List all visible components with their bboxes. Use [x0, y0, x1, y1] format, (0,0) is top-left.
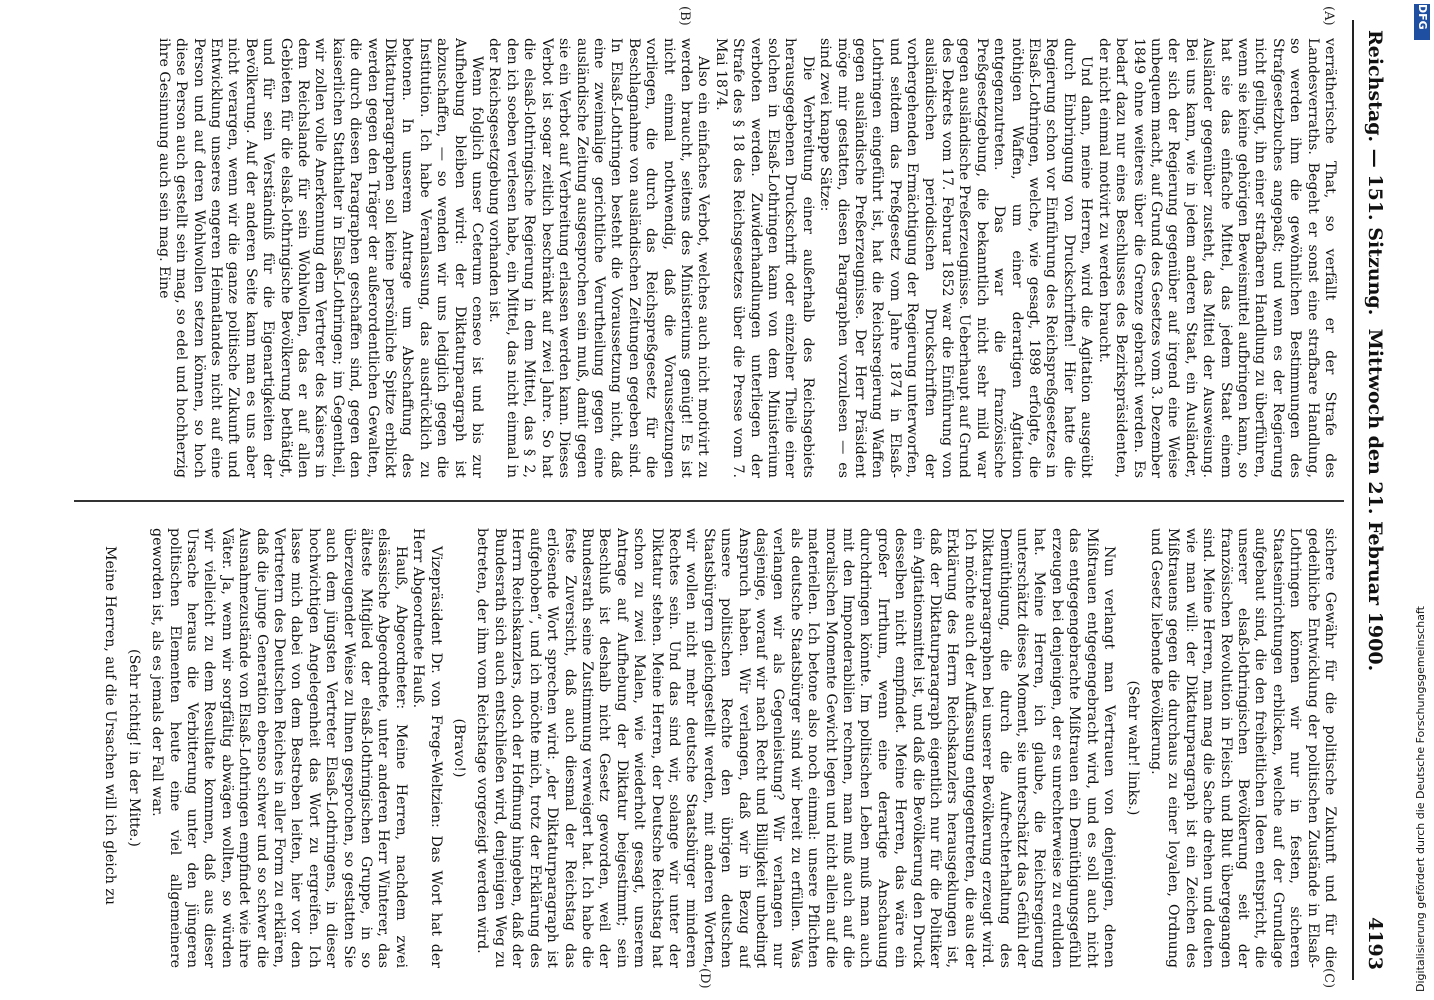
paragraph: Also ein einfaches Verbot, welches auch nicht motivirt zu werden braucht, seitens des Ministeriums genügt! Es ist nicht einmal nothwendig, daß die Voraussetzungen vorliegen, die durch das Reichspreßgesetz für die Beschlagnahme von ausländischen Zeitungen gegeben sind. In Elsaß-Lothringen besteht die Voraussetzung nicht, daß eine zweimalige gerichtliche Verurtheilung gegen eine ausländische Zeitung ausgesprochen sein muß, damit gegen sie ein Verbot auf Verbreitung erlassen werden kann. Dieses Verbot ist sogar zeitlich beschränkt auf zwei Jahre. So hat die elsaß-lothringische Regierung in dem Mittel, das § 2, den ich soeben verlesen habe, ein Mittel, das nicht einmal in der Reichsgesetzgebung vorhanden ist.: [486, 38, 712, 478]
digitization-credit: Digitalisierung gefördert durch die Deutsche Forschungsgemeinschaft: [1414, 606, 1427, 992]
paragraph: verrätherische That, so verfällt er der Strafe des Landesverraths. Begeht er sonst eine strafbare Handlung, so werden ihm die gewöhnlichen Bestimmungen des Strafgesetzbuches angepaßt; und wenn es der Regierung nicht gelingt, ihn einer strafbaren Handlung zu überführen, wenn sie keine gehörigen Beweismittel aufbringen kann, so hat sie das einfache Mittel, das jedem Staat einem Ausländer gegenüber zusteht, das Mittel der Ausweisung. Bei uns kann, wie in jedem anderen Staat, ein Ausländer, der sich der Regierung gegenüber auf irgend eine Weise unbequem macht, auf Grund des Gesetzes vom 3. Dezember 1849 ohne weiteres über die Grenze gebracht werden. Es bedarf dazu nur eines Beschlusses des Bezirkspräsidenten, der nicht einmal motivirt zu werden braucht.: [1095, 38, 1338, 478]
paragraph: Und dann, meine Herren, wird die Agitation ausgeübt durch Einbringung von Druckschriften! Hier hatte die Regierung schon vor Einführung des Reichspreßgesetzes in Elsaß-Lothringen, welche, wie gesagt, 1898 erfolgte, die nöthigen Waffen, um einer derartigen Agitation entgegenzutreten. Das war die französische Preßgesetzgebung, die bekanntlich nicht sehr mild war gegen ausländische Preßerzeugnisse. Ueberhaupt auf Grund des Dekrets vom 17. Februar 1852 war die Einführung von ausländischen periodischen Druckschriften der vorhergehenden Ermächtigung der Regierung unterworfen, und seitdem das Preßgesetz vom Jahre 1874 in Elsaß-Lothringen eingeführt ist, hat die Reichsregierung Waffen gegen ausländische Preßerzeugnisse. Der Herr Präsident möge mir gestatten, diesen Paragraphen vorzulesen — es sind zwei knappe Sätze:: [817, 38, 1095, 478]
interjection: (Sehr wahr! links.): [1124, 680, 1141, 816]
quoted-paragraph: Die Verbreitung einer außerhalb des Reichsgebiets herausgegebenen Druckschrift oder einzelner Theile einer solchen in Elsaß-Lothringen kann von dem Ministerium verboten werden. Zuwiderhandlungen unterliegen der Strafe des § 18 des Reichsgesetzes über die Presse vom 7. Mai 1874.: [712, 38, 816, 478]
paragraph: Meine Herren, auf die Ursachen will ich gleich zu: [102, 546, 119, 906]
interjection: (Sehr richtig! in der Mitte.): [125, 649, 142, 847]
paragraph: Wenn folglich unser Ceterum censeo ist und bis zur Aufhebung bleiben wird: der Diktaturparagraph ist abzuschaffen, — so wenden wir uns lediglich gegen die Institution. Ich habe Veranlassung, das ausdrücklich zu betonen. In unserem Antrage um Abschaffung des Diktaturparagraphen soll keine persönliche Spitze erblickt werden gegen den Träger der außerordentlichen Gewalten, die durch diesen Paragraphen geschaffen sind, gegen den kaiserlichen Statthalter in Elsaß-Lothringen; im Gegentheil, wir zollen volle Anerkennung dem Vertreter des Kaisers in dem Reichslande für sein Wohlwollen, das er auf allen Gebieten für die elsaß-lothringische Bevölkerung bethätigt, und für sein Verständniß für die Eigenartigkeiten der Bevölkerung. Auf der anderen Seite kann man es uns aber nicht verargen, wenn wir die ganze politische Zukunft und Entwicklung unseres engeren Heimatlandes nicht auf eine Person und auf deren Wohlwollen setzen können, so hoch diese Person auch gestellt sein mag, so edel und hochherzig ihre Gesinnung auch sein mag. Eine: [155, 38, 486, 478]
header-page-number: 4193: [1364, 917, 1386, 970]
dfg-logo: DFG: [1414, 4, 1430, 40]
column-divider: [74, 500, 1344, 502]
header-session: Reichstag. — 151. Sitzung.: [1364, 30, 1386, 316]
speaker-paragraph: Hauß, Abgeordneter: Meine Herren, nachdem zwei elsässische Abgeordnete, unter anderen Herr Winterer, das älteste Mitglied der elsaß-lothringischen Gruppe, in so überzeugender Weise zu Ihnen gesprochen, so gestatten Sie auch dem jüngsten Vertreter Elsaß-Lothringens, in dieser hochwichtigen Angelegenheit das Wort zu ergreifen. Ich lasse mich dabei von dem Bestreben leiten, hier vor den Vertretern des Deutschen Reiches in aller Form zu erklären, daß die junge Generation ebenso schwer und so schwer die Ausnahmezustände von Elsaß-Lothringen empfindet wie ihre Väter. Ja, wenn wir sorgfältig abwägen wollten, so würden wir vielleicht zu dem Resultate kommen, daß aus dieser Ursache heraus die Verbitterung unter den jüngeren politischen Elementen heute eine viel allgemeinere geworden ist, als es jemals der Fall war.: [149, 528, 409, 968]
margin-mark-a: (A): [1321, 6, 1336, 26]
margin-mark-b: (B): [677, 6, 692, 26]
rotated-newspaper-page: [52, 0, 1412, 1000]
margin-mark-d: (D): [697, 968, 712, 989]
margin-mark-c: (C): [1321, 968, 1336, 989]
speaker-paragraph: Vizepräsident Dr. von Frege-Weltzien: Das Wort hat der Herr Abgeordnete Hauß.: [410, 528, 444, 968]
paragraph: Nun verlangt man Vertrauen von denjenigen, denen Mißtrauen entgegengebracht wird, und es soll auch nicht das entgegengebrachte Mißtrauen ein Demüthigungsgefühl erzeugen bei denjenigen, der es unrechterweise zu erdulden hat. Meine Herren, ich glaube, die Reichsregierung unterschätzt dieses Moment, sie unterschätzt das Gefühl der Demüthigung, die durch die Aufrechterhaltung des Diktaturparagraphen bei unserer Bevölkerung erzeugt wird. Ich möchte auch der Auffassung entgegentreten, die aus der Erklärung des Herrn Reichskanzlers herausgeklungen ist, daß der Diktaturparagraph eigentlich nur für die Politiker ein Agitationsmittel ist, und daß die Bevölkerung den Druck desselben nicht empfindet. Meine Herren, das wäre ein großer Irrthum, wenn eine derartige Anschauung durchdringen könnte. Im politischen Leben muß man auch mit den Imponderabilien rechnen, man muß auch auf die moralischen Momente Gewicht legen und nicht allein auf die materiellen. Ich betone also noch einmal: unsere Pflichten als deutsche Staatsbürger sind wir bereit zu erfüllen. Was verlangen wir als Gegenleistung? Wir verlangen nur dasjenige, worauf wir nach Recht und Billigkeit unbedingt Anspruch haben. Wir verlangen, daß wir in Bezug auf unsere politischen Rechte den übrigen deutschen Staatsbürgern gleichgestellt werden, mit anderen Worten, wir wollen nicht mehr deutsche Staatsbürger minderen Rechtes sein. Und das sind wir, solange wir unter der Diktatur stehen. Meine Herren, der Deutsche Reichstag hat schon zu zwei Malen, wie wiederholt gesagt, unserem Antrage auf Aufhebung der Diktatur beigestimmt; sein Beschluß ist deshalb nicht Gesetz geworden, weil der Bundesrath seine Zustimmung verweigert hat. Ich habe die feste Zuversicht, daß auch diesmal der Reichstag das erlösende Wort sprechen wird: „der Diktaturparagraph ist aufgehoben“, und ich möchte mich, trotz der Erklärung des Herrn Reichskanzlers, doch der Hoffnung hingeben, daß der Bundesrath sich auch entschließen wird, denjenigen Weg zu betreten, der ihm vom Reichstage vorgezeigt werden wird.: [474, 528, 1118, 968]
right-column: [98, 528, 1338, 968]
page-header: [1354, 30, 1394, 970]
interjection: (Bravo!): [451, 718, 468, 778]
paragraph: sichere Gewähr für die politische Zukunft und für die gedeihliche Entwicklung der politischen Zustände in Elsaß-Lothringen können wir nur in festen, sicheren Staatseinrichtungen erblicken, welche auf der Grundlage aufgebaut sind, die den freiheitlichen Ideen entspricht, die unserer elsaß-lothringischen Bevölkerung seit der französischen Revolution in Fleisch und Blut übergegangen sind. Meine Herren, man mag die Sache drehen und deuten wie man will: der Diktaturparagraph ist ein Zeichen des Mißtrauens gegen die durchaus zu einer loyalen, Ordnung und Gesetz liebende Bevölkerung.: [1147, 528, 1338, 968]
header-date: Mittwoch den 21. Februar 1900.: [1364, 328, 1386, 672]
header-rule: [1352, 20, 1354, 980]
left-column: [98, 38, 1338, 478]
